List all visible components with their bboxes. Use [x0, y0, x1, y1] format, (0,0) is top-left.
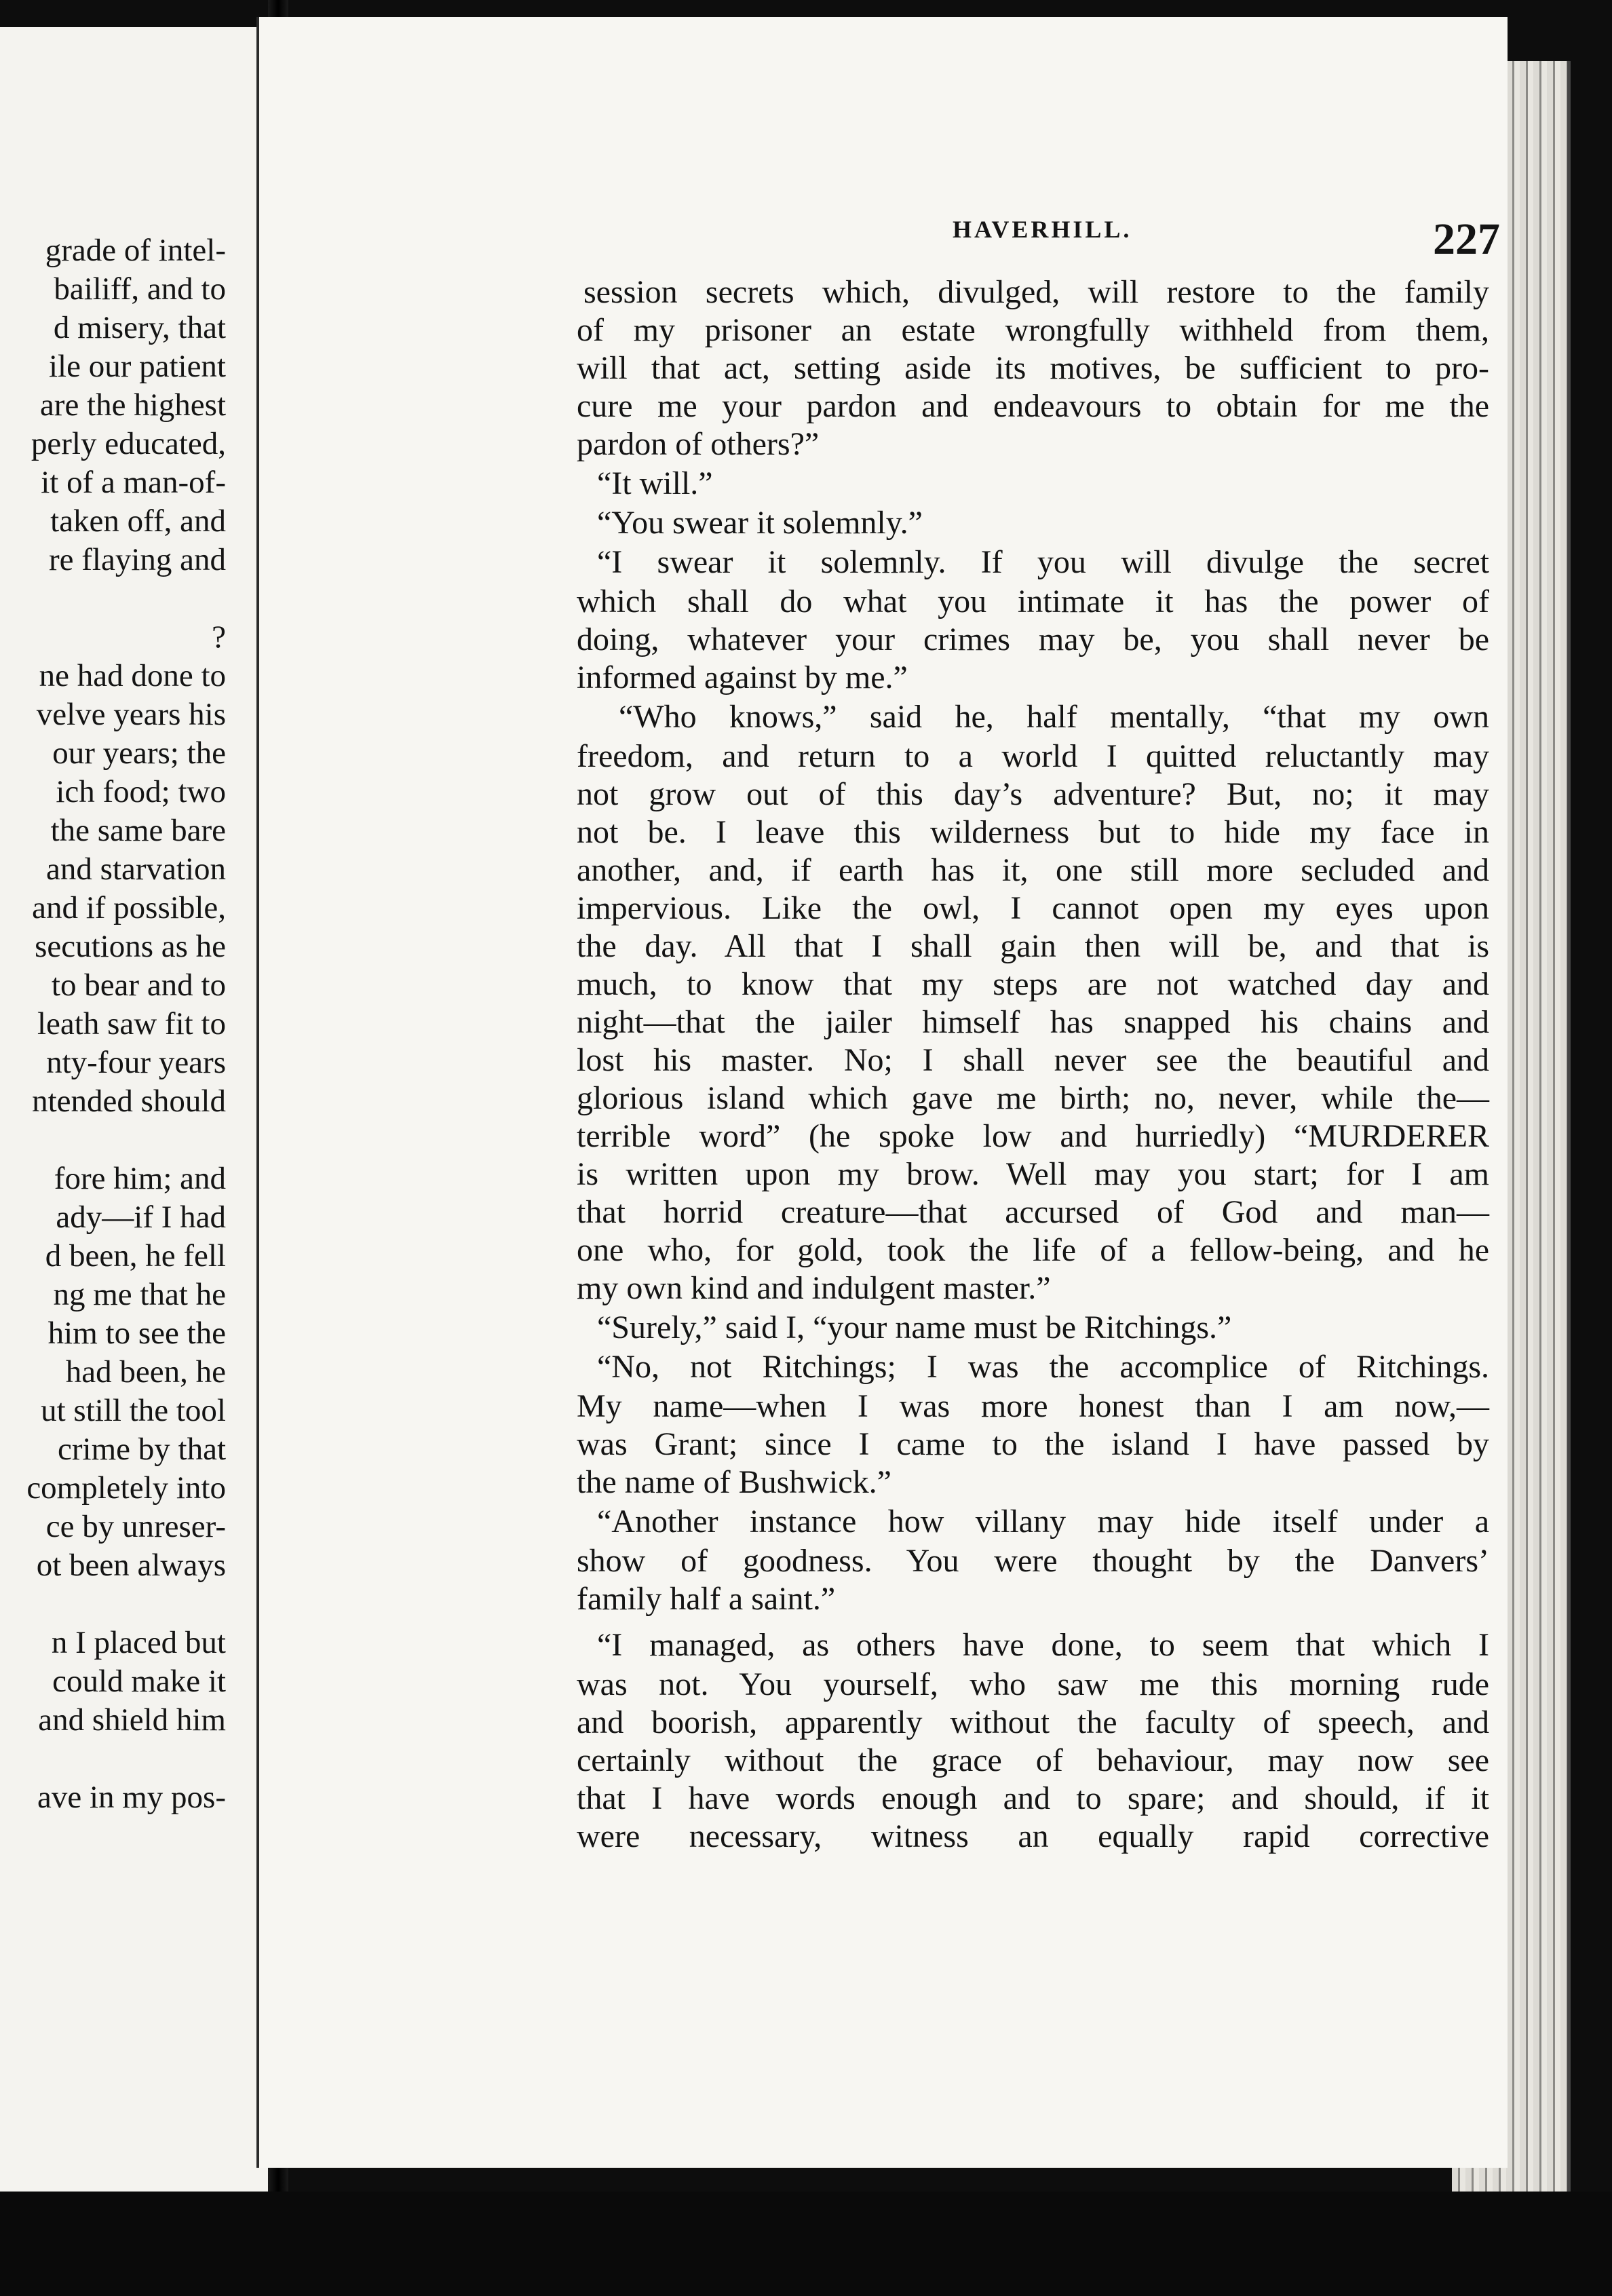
left-line: ile our patient	[48, 349, 226, 384]
body-line: family half a saint.”	[577, 1581, 836, 1617]
body-line: was Grant; since I came to the island I have passed by	[577, 1426, 1489, 1462]
left-line: ut still the tool	[41, 1393, 226, 1428]
left-line: ich food; two	[56, 774, 226, 809]
body-line: night—that the jailer himself has snapped his chains and	[577, 1004, 1489, 1040]
body-line: impervious. Like the owl, I cannot open my eyes upon	[577, 890, 1489, 926]
body-line: the day. All that I shall gain then will be, and that is	[577, 928, 1489, 964]
body-line: was not. You yourself, who saw me this morning rude	[577, 1666, 1489, 1702]
left-line: ave in my pos-	[37, 1780, 226, 1815]
scan-background	[0, 2192, 1612, 2296]
body-line: freedom, and return to a world I quitted reluctantly may	[577, 738, 1489, 774]
left-line: taken off, and	[50, 503, 226, 539]
body-line: “No, not Ritchings; I was the accomplice of Ritchings.	[597, 1349, 1489, 1385]
body-line: doing, whatever your crimes may be, you shall never be	[577, 621, 1489, 657]
left-line: grade of intel-	[45, 233, 226, 268]
left-line: ne had done to	[39, 658, 226, 693]
body-line: My name—when I was more honest than I am now,—	[577, 1388, 1489, 1424]
body-line: much, to know that my steps are not watched day and	[577, 966, 1489, 1002]
left-line: crime by that	[58, 1432, 226, 1467]
left-line: d misery, that	[53, 310, 226, 345]
left-line: secutions as he	[35, 929, 226, 964]
left-line: are the highest	[39, 387, 226, 423]
left-line: had been, he	[65, 1354, 226, 1390]
left-line: ce by unreser-	[45, 1509, 226, 1544]
body-line: and boorish, apparently without the faculty of speech, and	[577, 1704, 1489, 1740]
body-line: the name of Bushwick.”	[577, 1464, 891, 1500]
body-line: my own kind and indulgent master.”	[577, 1270, 1051, 1306]
left-line: d been, he fell	[45, 1238, 226, 1274]
body-line: cure me your pardon and endeavours to obtain for me the	[577, 388, 1489, 424]
body-line: that horrid creature—that accursed of God and man—	[577, 1194, 1489, 1230]
body-line: informed against by me.”	[577, 659, 908, 695]
body-line: not be. I leave this wilderness but to hide my face in	[577, 814, 1489, 850]
body-line: “You swear it solemnly.”	[597, 505, 923, 541]
left-line: completely into	[26, 1470, 226, 1506]
left-line: n I placed but	[51, 1625, 226, 1660]
left-line: could make it	[52, 1664, 226, 1699]
page-number: 227	[1433, 214, 1500, 264]
body-line: will that act, setting aside its motives, be sufficient to pro-	[577, 350, 1489, 386]
body-line: “Another instance how villany may hide itself under a	[597, 1504, 1489, 1539]
body-line: session secrets which, divulged, will restore to the family	[583, 274, 1489, 310]
left-line: nty-four years	[46, 1045, 226, 1080]
body-line: pardon of others?”	[577, 426, 820, 462]
left-line: re flaying and	[48, 542, 226, 577]
left-line: ntended should	[32, 1084, 226, 1119]
left-line: and starvation	[46, 852, 226, 887]
body-line: “Surely,” said I, “your name must be Ritchings.”	[597, 1309, 1232, 1345]
body-line: were necessary, witness an equally rapid corrective	[577, 1818, 1489, 1854]
left-line: ot been always	[36, 1548, 226, 1583]
body-line: “It will.”	[597, 465, 713, 501]
body-line: another, and, if earth has it, one still more secluded and	[577, 852, 1489, 888]
body-line: not grow out of this day’s adventure? But, no; it may	[577, 776, 1489, 812]
body-line: which shall do what you intimate it has the power of	[577, 583, 1489, 619]
left-line: and shield him	[38, 1702, 226, 1738]
body-line: glorious island which gave me birth; no, never, while the—	[577, 1080, 1489, 1116]
left-line: to bear and to	[51, 968, 226, 1003]
right-page	[256, 17, 1508, 2168]
body-line: that I have words enough and to spare; and should, if it	[577, 1780, 1489, 1816]
left-line: velve years his	[36, 697, 226, 732]
left-line: fore him; and	[54, 1161, 226, 1196]
body-line: certainly without the grace of behaviour, may now see	[577, 1742, 1489, 1778]
left-line: the same bare	[50, 813, 226, 848]
left-line: him to see the	[47, 1316, 226, 1351]
left-line: leath saw fit to	[37, 1006, 226, 1041]
body-line: one who, for gold, took the life of a fellow-being, and he	[577, 1232, 1489, 1268]
left-line: ?	[212, 619, 226, 655]
body-line: “Who knows,” said he, half mentally, “that my own	[619, 699, 1489, 735]
body-line: “I swear it solemnly. If you will divulge the secret	[597, 544, 1489, 580]
left-line: and if possible,	[32, 890, 226, 925]
body-line: of my prisoner an estate wrongfully withheld from them,	[577, 312, 1489, 348]
left-line: ady—if I had	[56, 1200, 226, 1235]
left-line: it of a man-of-	[41, 465, 226, 500]
body-line: show of goodness. You were thought by the Danvers’	[577, 1543, 1489, 1579]
body-line: “I managed, as others have done, to seem that which I	[597, 1627, 1489, 1663]
left-page	[0, 27, 268, 2192]
left-line: bailiff, and to	[54, 271, 226, 307]
body-line: is written upon my brow. Well may you start; for I am	[577, 1156, 1489, 1192]
left-line: ng me that he	[53, 1277, 226, 1312]
left-line: our years; the	[52, 735, 226, 771]
left-line: perly educated,	[31, 426, 226, 461]
body-line: lost his master. No; I shall never see the beautiful and	[577, 1042, 1489, 1078]
body-line: terrible word” (he spoke low and hurriedly) “MURDERER	[577, 1118, 1489, 1154]
running-head: HAVERHILL.	[953, 216, 1132, 243]
